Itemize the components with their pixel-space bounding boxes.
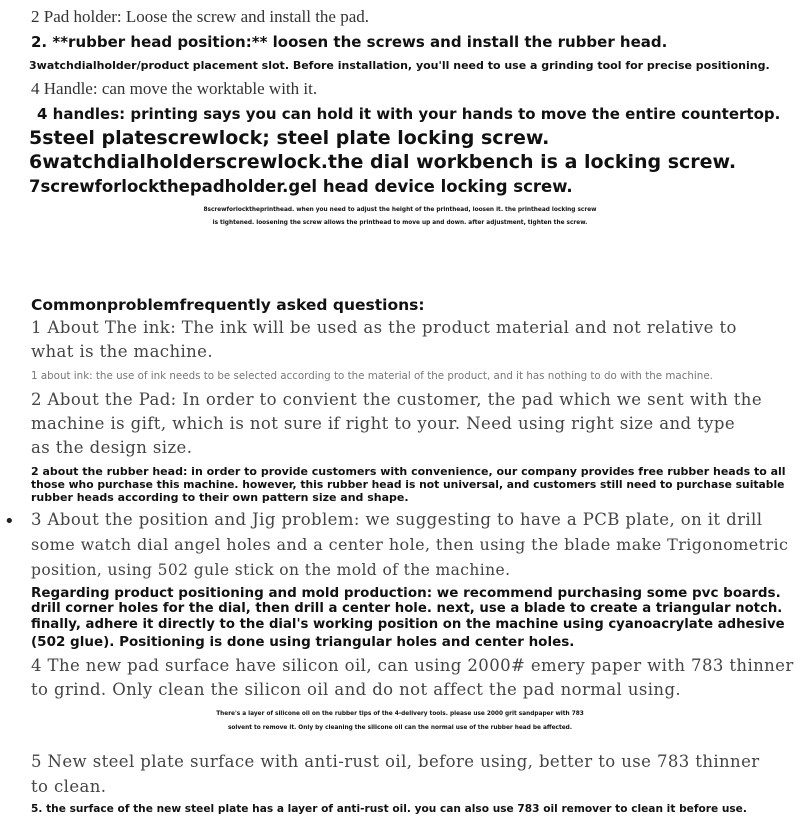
faq-steel-plate-line-2: to clean.	[31, 777, 107, 796]
faq-jig-note-3: finally, adhere it directly to the dial's working position on the machine using cyanoacrylate adhesive	[31, 617, 785, 632]
faq-jig-note-4: (502 glue). Positioning is done using triangular holes and center holes.	[31, 634, 575, 650]
faq-ink-line-1: 1 About The ink: The ink will be used as the product material and not relative to	[31, 318, 737, 337]
faq-steel-plate-note: 5. the surface of the new steel plate has a layer of anti-rust oil. you can also use 783 oil remover to clean it before use.	[31, 803, 747, 815]
handles-note-text: 4 handles: printing says you can hold it with your hands to move the entire countertop.	[37, 105, 781, 123]
pad-holder-text: 2 Pad holder: Loose the screw and install the pad.	[31, 7, 370, 26]
faq-pad-note-3: rubber heads according to their own pattern size and shape.	[31, 491, 409, 504]
faq-jig-line-1: 3 About the position and Jig problem: we suggesting to have a PCB plate, on it drill	[31, 510, 763, 529]
faq-steel-plate-line-1: 5 New steel plate surface with anti-rust oil, before using, better to use 783 thinner	[31, 752, 760, 771]
handle-text: 4 Handle: can move the worktable with it.	[31, 79, 318, 98]
faq-pad-note-1: 2 about the rubber head: in order to provide customers with convenience, our company provides free rubber heads to all	[31, 465, 786, 478]
faq-pad-surface-note-1: There's a layer of silicone oil on the rubber tips of the 4-delivery tools. please use 2000 grit sandpaper with 783	[216, 711, 584, 717]
print-head-lock-text-1: 8screwforlocktheprinthead. when you need to adjust the height of the printhead, loosen it. the printhead locking screw	[203, 207, 597, 213]
rubber-head-position-text: 2. **rubber head position:** loosen the screws and install the rubber head.	[31, 33, 668, 51]
watch-dial-holder-text: 3watchdialholder/product placement slot. Before installation, you'll need to use a grinding tool for precise positioning.	[29, 59, 770, 72]
faq-pad-line-1: 2 About the Pad: In order to convient the customer, the pad which we sent with the	[31, 390, 762, 409]
pad-holder-lock-text: 7screwforlockthepadholder.gel head device locking screw.	[29, 177, 573, 196]
faq-pad-surface-line-2: to grind. Only clean the silicon oil and do not affect the pad normal using.	[31, 680, 682, 699]
print-head-lock-text-2: is tightened. loosening the screw allows the printhead to move up and down. after adjustment, tighten the screw.	[212, 220, 588, 226]
faq-ink-note: 1 about ink: the use of ink needs to be selected according to the material of the product, and it has nothing to do with the machine.	[31, 370, 713, 382]
faq-pad-line-2: machine is gift, which is not sure if right to your. Need using right size and type	[31, 414, 735, 433]
faq-pad-surface-note-2: solvent to remove it. Only by cleaning the silicone oil can the normal use of the rubber head be affected.	[227, 725, 573, 731]
dial-holder-lock-text: 6watchdialholderscrewlock.the dial workbench is a locking screw.	[29, 151, 737, 173]
list-bullet: •	[4, 511, 15, 532]
faq-heading: Commonproblemfrequently asked questions:	[31, 296, 425, 314]
faq-pad-line-3: as the design size.	[31, 438, 193, 457]
faq-pad-surface-line-1: 4 The new pad surface have silicon oil, can using 2000# emery paper with 783 thinner	[31, 656, 794, 675]
steel-plate-lock-text: 5steel platescrewlock; steel plate locking screw.	[29, 127, 550, 149]
faq-jig-note-1: Regarding product positioning and mold production: we recommend purchasing some pvc boards.	[31, 585, 781, 601]
faq-ink-line-2: what is the machine.	[31, 342, 213, 361]
faq-jig-note-2: drill corner holes for the dial, then drill a center hole. next, use a blade to create a triangular notch.	[31, 601, 783, 616]
faq-pad-note-2: those who purchase this machine. however, this rubber head is not universal, and customers still need to purchase suitable	[31, 478, 785, 491]
faq-jig-line-3: position, using 502 gule stick on the mold of the machine.	[31, 561, 511, 579]
faq-jig-line-2: some watch dial angel holes and a center hole, then using the blade make Trigonometric	[31, 535, 789, 554]
